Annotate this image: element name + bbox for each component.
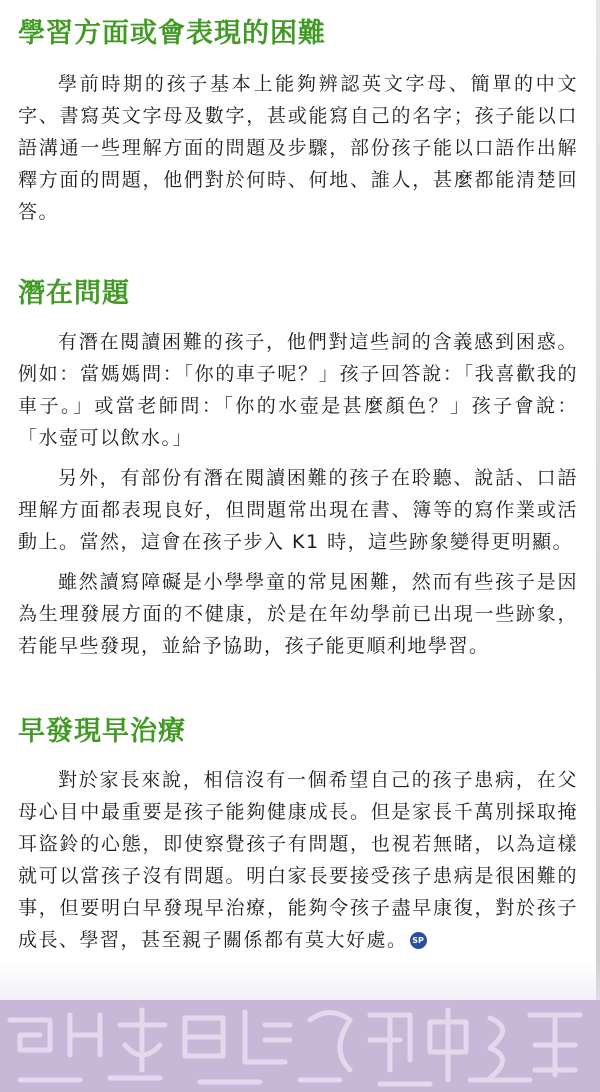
paragraph: 雖然讀寫障礙是小學學童的常見困難，然而有些孩子是因為生理發展方面的不健康，於是在年幼學前已出現一些跡象，若能早些發現，並給予協助，孩子能更順利地學習。 [18, 571, 578, 657]
page-edge-shadow [596, 0, 600, 1000]
article-content [18, 14, 578, 956]
background-fade [0, 960, 600, 1000]
section-title-early-detection: 早發現早治療 [18, 716, 186, 747]
paragraph-with-end-badge [18, 764, 578, 956]
decorative-footer-band [0, 1000, 600, 1092]
paragraph: 學前時期的孩子基本上能夠辨認英文字母、簡單的中文字、書寫英文字母及數字，甚或能寫自己的名字；孩子能以口語溝通一些理解方面的問題及步驟，部份孩子能以口語作出解釋方面的問題，他們對於何時、何地、誰人，甚麼都能清楚回答。 [18, 73, 578, 223]
decorative-pattern [0, 1000, 600, 1092]
section-title-potential-problems: 潛在問題 [18, 278, 130, 309]
section-potential-problems [18, 274, 578, 662]
paragraph: 有潛在閱讀困難的孩子，他們對這些詞的含義感到困惑。例如：當媽媽問：「你的車子呢？」孩子回答說：「我喜歡我的車子。」或當老師問：「你的水壺是甚麼顏色？」孩子會說：「水壺可以飲水。」 [18, 331, 578, 449]
paragraph-text: 對於家長來說，相信沒有一個希望自己的孩子患病，在父母心目中最重要是孩子能夠健康成長。但是家長千萬別採取掩耳盜鈴的心態，即使察覺孩子有問題，也視若無睹，以為這樣就可以當孩子沒有問題。明白家長要接受孩子患病是很困難的事，但要明白早發現早治療，能夠令孩子盡早康復，對於孩子成長、學習，甚至親子關係都有莫大好處。 [18, 769, 578, 951]
end-badge: SP [410, 932, 427, 949]
paragraph: 另外，有部份有潛在閱讀困難的孩子在聆聽、說話、口語理解方面都表現良好，但問題常出現在書、簿等的寫作業或活動上。當然，這會在孩子步入 K1 時，這些跡象變得更明顯。 [18, 467, 578, 553]
section-learning-difficulties [18, 14, 578, 228]
section-title-learning-difficulties: 學習方面或會表現的困難 [18, 18, 326, 49]
section-early-detection [18, 712, 578, 956]
